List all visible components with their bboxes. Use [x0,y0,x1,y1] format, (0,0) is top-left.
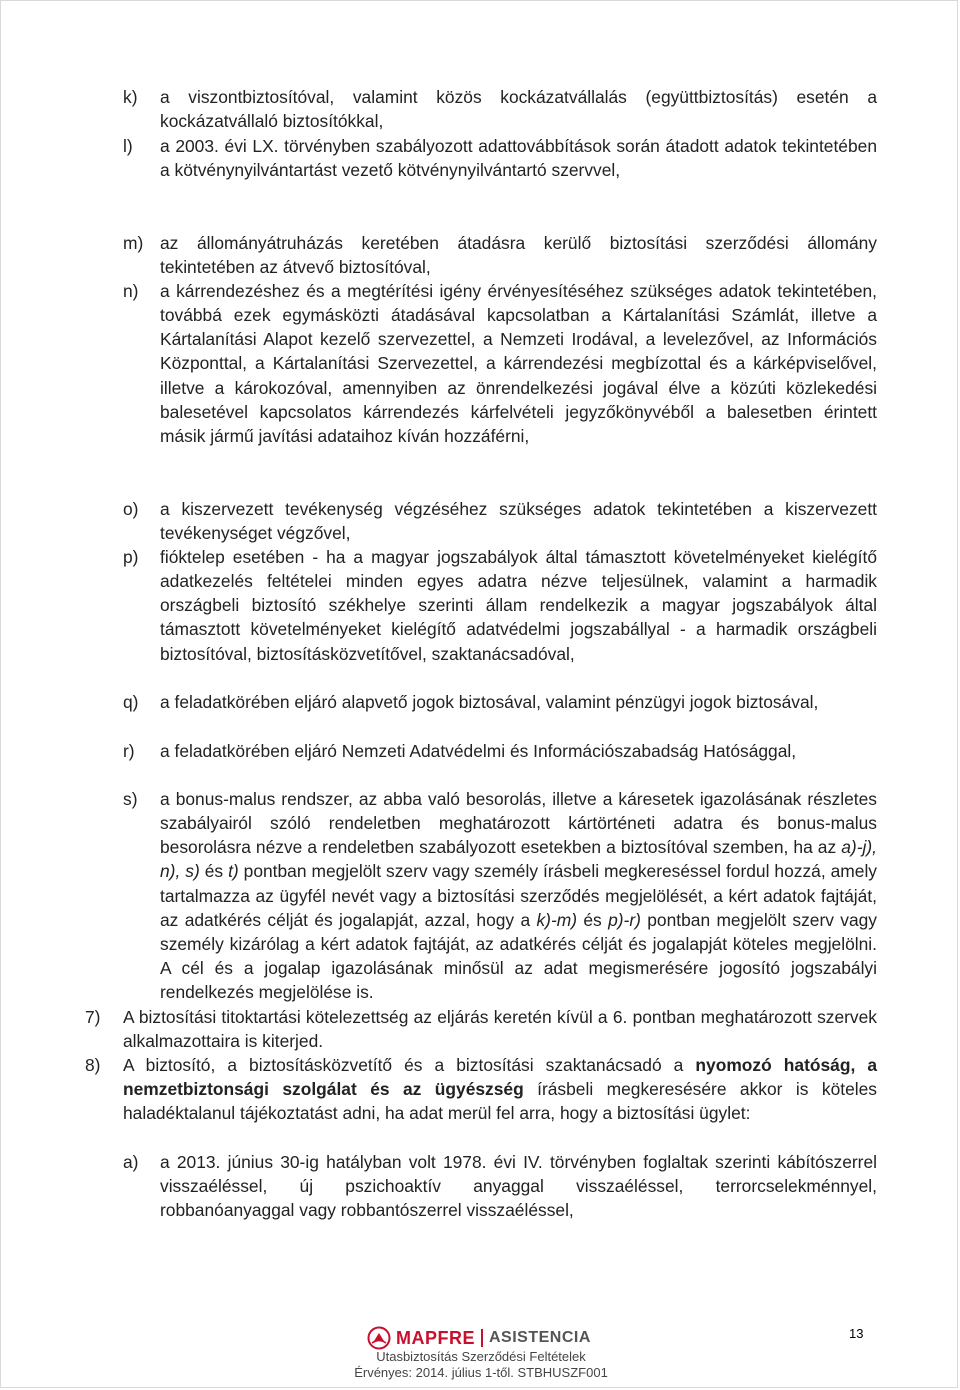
brand-name: MAPFRE [396,1327,475,1348]
list-item [1,545,877,690]
footer-validity: Érvényes: 2014. július 1-től. STBHUSZF001 [354,1365,608,1380]
list-marker: m) [123,233,144,253]
numbered-text: A biztosító, a biztosításközvetítő és a biztosítási szaktanácsadó a nyomozó hatóság, a nemzetbiztonsági szolgálat és az ügyészség írásbeli megkeresésére akkor is köteles haladéktalanul tájékoztatást adni, ha adat merül fel arra, hogy a biztosítási ügylet: [123,1055,877,1124]
page-footer [1,1319,960,1389]
list-marker: s) [123,789,138,809]
list-item [1,739,877,787]
list-marker: o) [123,499,139,519]
list-marker: r) [123,741,135,761]
mapfre-emblem-icon [367,1326,391,1350]
list-text: a feladatkörében eljáró Nemzeti Adatvédelmi és Információszabadság Hatósággal, [160,741,797,761]
list-text: a viszontbiztosítóval, valamint közös kockázatvállalás (együttbiztosítás) esetén a kockázatvállaló biztosítókkal, [160,87,877,132]
list-item [1,279,877,497]
list-text: az állományátruházás keretében átadásra kerülő biztosítási szerződési állomány tekintetében az átvevő biztosítóval, [160,233,877,278]
list-text: a feladatkörében eljáró alapvető jogok biztosával, valamint pénzügyi jogok biztosával, [160,692,819,712]
page-number: 13 [849,1326,864,1341]
numbered-item-8 [1,1053,877,1150]
numbered-text: A biztosítási titoktartási kötelezettség az eljárás keretén kívül a 6. pontban meghatározott szervek alkalmazottaira is kiterjed. [123,1007,877,1052]
list-text: a bonus-malus rendszer, az abba való besorolás, illetve a káresetek igazolásának részletes szabályairól szóló rendeletben meghatározott kártörténeti adatra és bonus-malus besorolásra nézve a rendeletben szabályozott esetekben a biztosítóval szemben, ha az a)-j), n), s) és t) pontban megjelölt szerv vagy személy írásbeli megkereséssel fordul hozzá, amely tartalmazza az ügyfél nevét vagy a biztosítási szerződés megjelölését, a kért adatok fajtáját, az adatkérés célját és jogalapját, azzal, hogy a k)-m) és p)-r) pontban megjelölt szerv vagy személy kizárólag a kért adatok fajtáját, az adatkérés célját és jogalapját köteles megjelölni. A cél és a jogalap igazolásának minősül az adat megismerésére jogosító jogszabályi rendelkezés megjelölése is. [160,789,878,1003]
brand-logo [367,1325,591,1351]
emphasis-authorities: nyomozó hatóság, a nemzetbiztonsági szolgálat és az ügyészség [123,1055,877,1100]
list-text: a 2003. évi LX. törvényben szabályozott adattovábbítások során átadott adatok tekintetében a kötvénynyilvántartást vezető kötvénynyilvántartó szervvel, [160,136,877,181]
numbered-marker: 7) [85,1007,101,1027]
list-item [1,85,877,134]
list-marker: l) [123,136,133,156]
numbered-marker: 8) [85,1055,101,1075]
brand-divider [481,1329,483,1347]
list-item [1,690,877,739]
list-marker: k) [123,87,138,107]
brand-subname: ASISTENCIA [489,1329,591,1346]
list-item [1,231,877,279]
list-text: a kiszervezett tevékenység végzéséhez szükséges adatok tekintetében a kiszervezett tevékenységet végzővel, [160,499,877,544]
list-text: a kárrendezéshez és a megtérítési igény érvényesítéséhez szükséges adatok tekintetében, továbbá ezek egymásközti átadásával kapcsolatban a Kártalanítási Számlát, illetve a Kártalanítási Alapot kezelő szervezettel, a Nemzeti Irodával, a levelezővel, az Információs Központtal, a Kártalanítási Szervezettel, a kárrendezési megbízottal és a kárképviselővel, illetve a károkozóval, amennyiben az önrendelkezési jogával élve a közúti közlekedési balesetével kapcsolatos kárrendezés kárfelvételi jegyzőkönyvéből a balesetben érintett másik jármű javítási adataihoz kíván hozzáférni, [160,281,877,446]
list-item [1,497,877,545]
footer-document-title: Utasbiztosítás Szerződési Feltételek [376,1349,586,1364]
list-item-s [1,787,877,1005]
list-marker: a) [123,1152,139,1172]
list-marker: n) [123,281,139,301]
list-text: a 2013. június 30-ig hatályban volt 1978. évi IV. törvényben foglaltak szerinti kábítószerrel visszaéléssel, új pszichoaktív anyaggal visszaéléssel, terrorcselekménnyel, robbanóanyaggal vagy robbantószerrel visszaéléssel, [160,1152,877,1221]
list-marker: q) [123,692,139,712]
numbered-item-7 [1,1005,877,1053]
list-text: fióktelep esetében - ha a magyar jogszabályok által támasztott követelményeket kielégítő adatkezelés feltételei minden egyes adatra nézve teljesülnek, valamint a harmadik országbeli biztosító székhelye szerinti állam rendelkezik a magyar jogszabályok által támasztott követelményeket kielégítő adatvédelmi jogszabállyal - a harmadik országbeli biztosítóval, biztosításközvetítővel, szaktanácsadóval, [160,547,877,664]
list-item-8a [1,1150,877,1222]
document-body [1,85,960,1222]
list-marker: p) [123,547,139,567]
list-item [1,134,877,231]
